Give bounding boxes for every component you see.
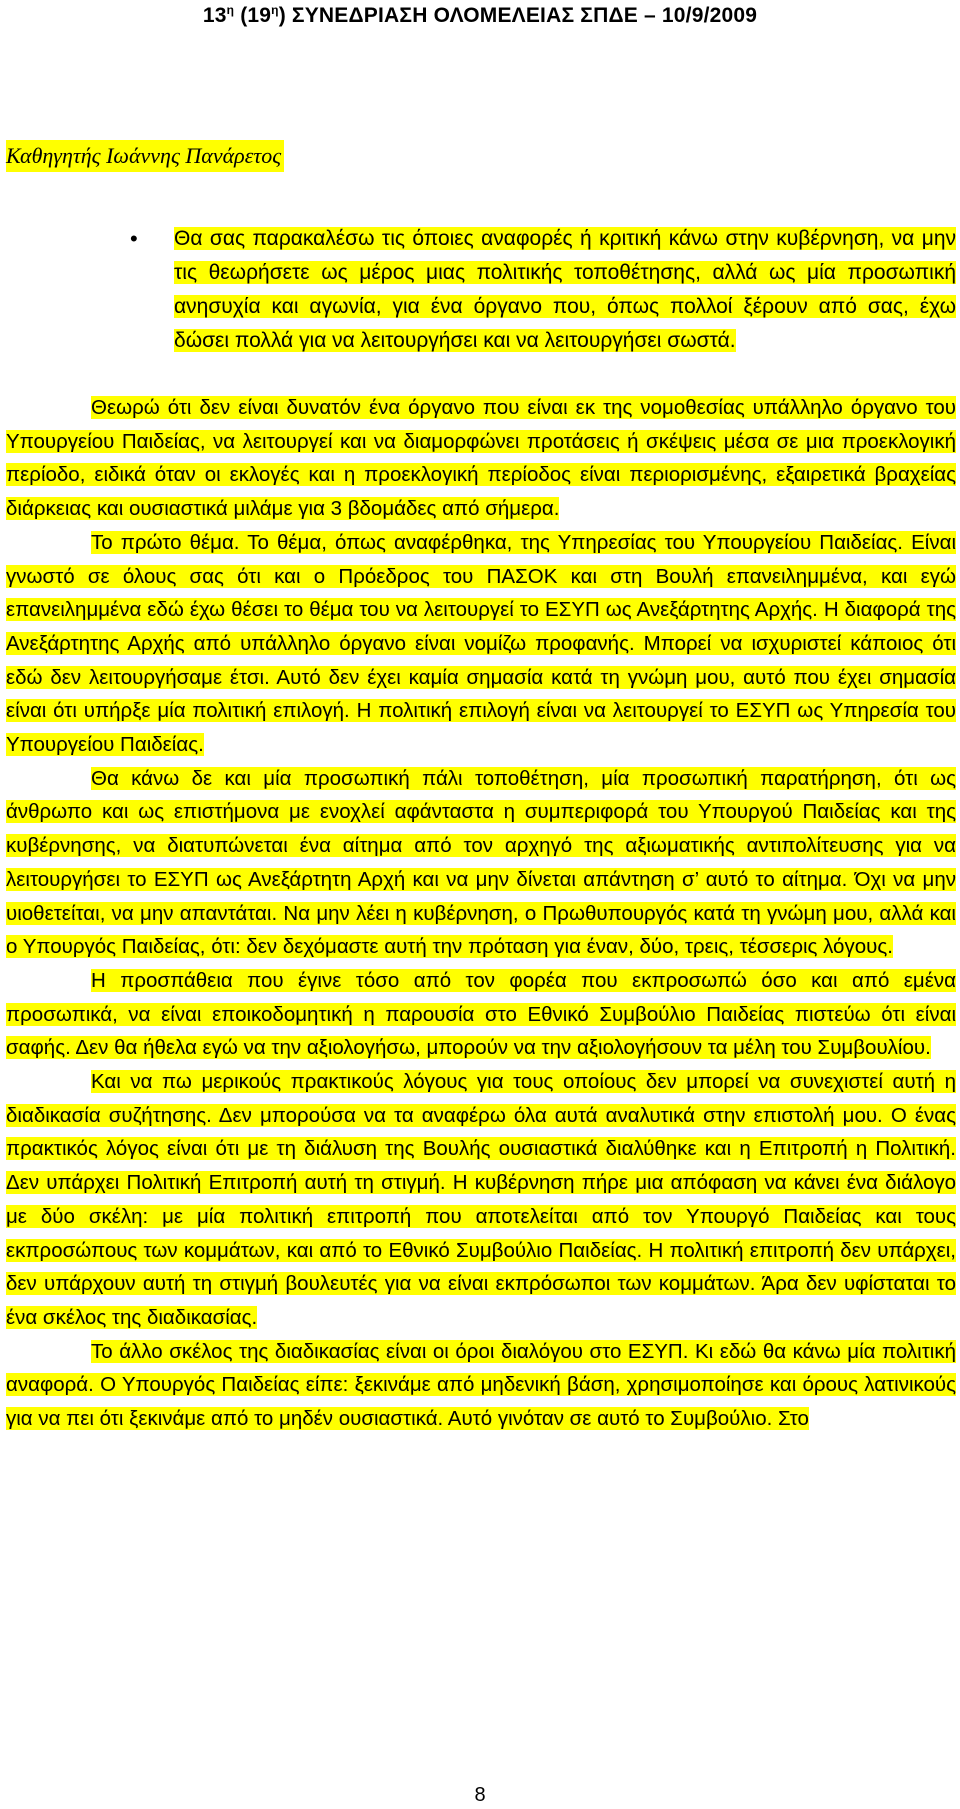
header-session-number: 13 bbox=[202, 4, 227, 27]
bullet-text-highlight: Θα σας παρακαλέσω τις όποιες αναφορές ή κριτική κάνω στην κυβέρνηση, να μην τις θεωρήσετε ως μέρος μιας πολιτικής τοποθέτησης, αλλά ως μία προσωπική ανησυχία και αγωνία, για ένα όργανο που, όπως πολλοί ξέρουν από σας, έχω δώσει πολλά για να λειτουργήσει και να λειτουργήσει σωστά. bbox=[174, 227, 956, 352]
paragraph-text: Η προσπάθεια που έγινε τόσο από τον φορέα που εκπροσωπώ όσο και από εμένα προσωπικά, να είναι εποικοδομητική η παρουσία στο Εθνικό Συμβούλιο Παιδείας πιστεύω ότι είναι σαφής. Δεν θα ήθελα εγώ να την αξιολογήσω, μπορούν να την αξιολογήσουν τα μέλη του Συμβουλίου. bbox=[6, 968, 956, 1060]
paragraph-text: Και να πω μερικούς πρακτικούς λόγους για τους οποίους δεν μπορεί να συνεχιστεί αυτή η διαδικασία συζήτησης. Δεν μπορούσα να τα αναφέρω όλα αυτά αναλυτικά στην επιστολή μου. Ο ένας πρακτικός λόγος είναι ότι με τη διάλυση της Βουλής ουσιαστικά διαλύθηκε και η Επιτροπή η Πολιτική. Δεν υπάρχει Πολιτική Επιτροπή αυτή τη στιγμή. Η κυβέρνηση πήρε μια απόφαση να κάνει ένα διάλογο με δύο σκέλη: με μία πολιτική επιτροπή που αποτελείται από τον Υπουργό Παιδείας και τους εκπροσώπους των κομμάτων, και από το Εθνικό Συμβούλιο Παιδείας. Η πολιτική επιτροπή δεν υπάρχει, δεν υπάρχουν αυτή τη στιγμή βουλευτές για να είναι εκπρόσωποι των κομμάτων. Άρα δεν υφίσταται το ένα σκέλος της διαδικασίας. bbox=[6, 1070, 956, 1329]
speaker-name: Καθηγητής Ιωάννης Πανάρετος bbox=[6, 140, 284, 172]
paragraph-text: Το πρώτο θέμα. Το θέμα, όπως αναφέρθηκα, της Υπηρεσίας του Υπουργείου Παιδείας. Είναι γνωστό σε όλους σας ότι και ο Πρόεδρος του ΠΑΣΟΚ και στη Βουλή επανειλημμένα, και εγώ επανειλημμένα εδώ έχω θέσει το θέμα του να λειτουργεί το ΕΣΥΠ ως Ανεξάρτητης Αρχής. Η διαφορά της Ανεξάρτητης Αρχής από υπάλληλο όργανο είναι νομίζω προφανής. Μπορεί να ισχυριστεί κάποιος ότι εδώ δεν λειτουργήσαμε έτσι. Αυτό δεν έχει καμία σημασία κατά τη γνώμη μου, αυτό που έχει σημασία είναι ότι υπήρξε μία πολιτική επιλογή. Η πολιτική επιλογή είναι να λειτουργεί το ΕΣΥΠ ως Υπηρεσία του Υπουργείου Παιδείας. bbox=[6, 530, 956, 757]
paragraph bbox=[6, 762, 956, 964]
paragraph-text: Το άλλο σκέλος της διαδικασίας είναι οι όροι διαλόγου στο ΕΣΥΠ. Κι εδώ θα κάνω μία πολιτική αναφορά. Ο Υπουργός Παιδείας είπε: ξεκινάμε από μηδενική βάση, χρησιμοποίησε και όρους λατινικούς για να πει ότι ξεκινάμε από το μηδέν ουσιαστικά. Αυτό γινόταν σε αυτό το Συμβούλιο. Στο bbox=[6, 1339, 956, 1431]
header-superscript-1: η bbox=[226, 3, 235, 17]
page-header bbox=[0, 4, 960, 28]
header-superscript-2: η bbox=[271, 3, 279, 17]
paragraph bbox=[6, 1335, 956, 1436]
bullet-icon: • bbox=[130, 226, 138, 251]
paragraph bbox=[6, 526, 956, 762]
paragraph bbox=[6, 1065, 956, 1335]
page-number: 8 bbox=[474, 1784, 486, 1806]
header-session-number-2: (19 bbox=[240, 4, 272, 27]
header-title: ) ΣΥΝΕΔΡΙΑΣΗ ΟΛΟΜΕΛΕΙΑΣ ΣΠΔΕ – 10/9/2009 bbox=[278, 4, 758, 27]
paragraph-text: Θα κάνω δε και μία προσωπική πάλι τοποθέτηση, μία προσωπική παρατήρηση, ότι ως άνθρωπο και ως επιστήμονα με ενοχλεί αφάνταστα η συμπεριφορά του Υπουργού Παιδείας και της κυβέρνησης, να διατυπώνεται ένα αίτημα από τον αρχηγό της αξιωματικής αντιπολίτευσης για να λειτουργήσει το ΕΣΥΠ ως Ανεξάρτητη Αρχή και να μην δίνεται απάντηση σ’ αυτό το αίτημα. Όχι να μην υιοθετείται, να μην απαντάται. Να μην λέει η κυβέρνηση, ο Πρωθυπουργός κατά τη γνώμη μου, αλλά και ο Υπουργός Παιδείας, ότι: δεν δεχόμαστε αυτή την πρόταση για έναν, δύο, τρεις, τέσσερις λόγους. bbox=[6, 766, 956, 959]
paragraph-text: Θεωρώ ότι δεν είναι δυνατόν ένα όργανο που είναι εκ της νομοθεσίας υπάλληλο όργανο του Υπουργείου Παιδείας, να λειτουργεί και να διαμορφώνει προτάσεις ή σκέψεις μέσα σε μια προεκλογική περίοδο, ειδικά όταν οι εκλογές και η προεκλογική περίοδος είναι περιορισμένης, εξαιρετικά βραχείας διάρκειας και ουσιαστικά μιλάμε για 3 βδομάδες από σήμερα. bbox=[6, 396, 956, 521]
body-text bbox=[6, 391, 956, 1436]
paragraph bbox=[6, 391, 956, 526]
paragraph bbox=[6, 964, 956, 1065]
bullet-item bbox=[130, 222, 956, 358]
bullet-text bbox=[174, 222, 956, 358]
